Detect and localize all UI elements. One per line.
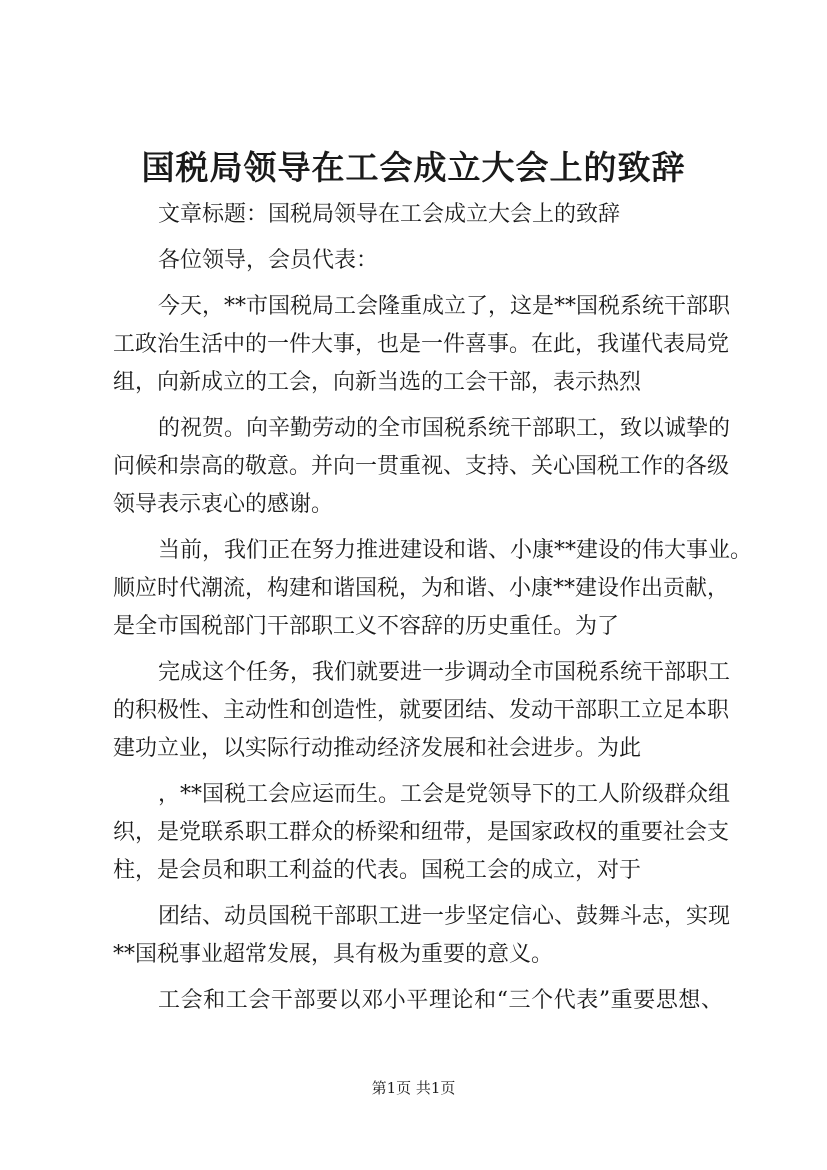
paragraph-line: 今天，**市国税局工会隆重成立了，这是**国税系统干部职: [158, 294, 731, 319]
paragraph-line: 柱，是会员和职工利益的代表。国税工会的成立，对于: [113, 858, 642, 883]
paragraph-line: 问候和崇高的敬意。并向一贯重视、支持、关心国税工作的各级: [113, 454, 730, 479]
paragraph-line: 建功立业，以实际行动推动经济发展和社会进步。为此: [113, 736, 642, 761]
paragraph-3: [113, 532, 753, 646]
paragraph-6: [113, 898, 731, 974]
paragraph-line: 的积极性、主动性和创造性，就要团结、发动干部职工立足本职: [113, 698, 730, 723]
paragraph-2: [113, 410, 731, 524]
paragraph-5: [113, 776, 731, 890]
paragraph-1: [113, 288, 731, 402]
paragraph-line: ，**国税工会应运而生。工会是党领导下的工人阶级群众组: [158, 782, 731, 807]
paragraph-line: **国税事业超常发展，具有极为重要的意义。: [113, 942, 554, 967]
paragraph-line: 的祝贺。向辛勤劳动的全市国税系统干部职工，致以诚挚的: [158, 416, 731, 441]
paragraph-line: 领导表示衷心的感谢。: [113, 492, 334, 517]
paragraph-4: [113, 654, 731, 768]
paragraph-line: 织，是党联系职工群众的桥梁和纽带，是国家政权的重要社会支: [113, 820, 730, 845]
paragraph-line: 当前，我们正在努力推进建设和谐、小康**建设的伟大事业。: [158, 538, 753, 563]
article-title-line: 文章标题：国税局领导在工会成立大会上的致辞: [158, 202, 621, 227]
paragraph-line: 是全市国税部门干部职工义不容辞的历史重任。为了: [113, 614, 620, 639]
page-footer: 第1页 共1页: [371, 1079, 456, 1097]
paragraph-line: 组，向新成立的工会，向新当选的工会干部，表示热烈: [113, 370, 642, 395]
paragraph-7: [113, 982, 723, 1020]
document-body: [113, 196, 753, 1020]
paragraph-line: 团结、动员国税干部职工进一步坚定信心、鼓舞斗志，实现: [158, 904, 731, 929]
document-title: 国税局领导在工会成立大会上的致辞: [141, 148, 686, 187]
salutation: 各位领导，会员代表：: [158, 248, 379, 273]
paragraph-line: 工会和工会干部要以邓小平理论和“三个代表”重要思想、: [158, 988, 723, 1013]
paragraph-line: 工政治生活中的一件大事，也是一件喜事。在此，我谨代表局党: [113, 332, 730, 357]
paragraph-line: 完成这个任务，我们就要进一步调动全市国税系统干部职工: [158, 660, 731, 685]
paragraph-line: 顺应时代潮流，构建和谐国税，为和谐、小康**建设作出贡献，: [113, 576, 730, 601]
